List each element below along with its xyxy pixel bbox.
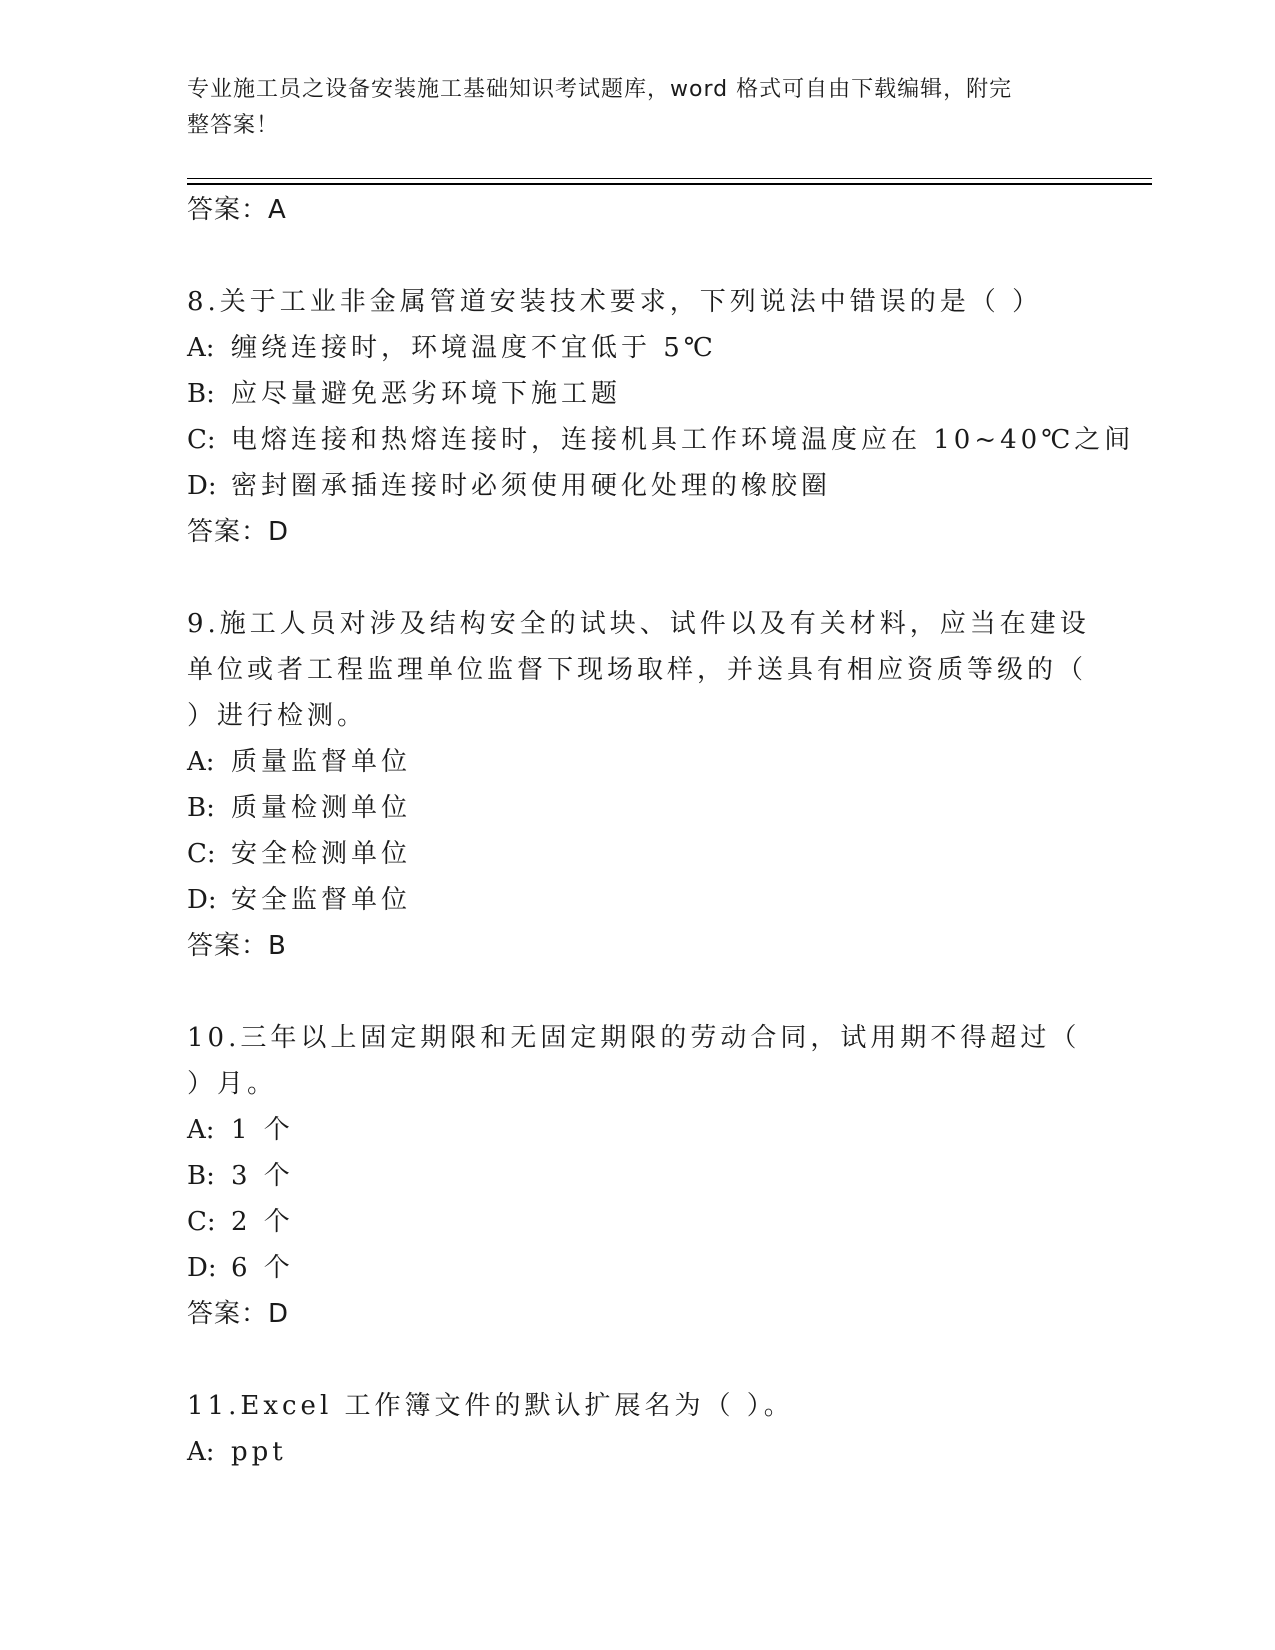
- spacer: [187, 969, 1087, 1015]
- answer-q7: 答案：A: [187, 195, 287, 225]
- option-text: 密封圈承插连接时必须使用硬化处理的橡胶圈: [231, 471, 832, 501]
- question-text: 8.关于工业非金属管道安装技术要求，下列说法中错误的是（ ）: [187, 287, 1043, 317]
- option-c: [187, 831, 1087, 877]
- option-text: 质量监督单位: [231, 747, 412, 777]
- answer: 答案：D: [187, 517, 290, 547]
- option-text: 3 个: [231, 1161, 294, 1191]
- option-letter: A:: [187, 1115, 215, 1145]
- option-letter: D:: [187, 471, 217, 501]
- option-text: 电熔连接和热熔连接时，连接机具工作环境温度应在 10~40℃之间: [231, 425, 1135, 455]
- spacer: [187, 1337, 1087, 1383]
- option-text: ppt: [231, 1437, 287, 1467]
- option-a: [187, 1107, 1087, 1153]
- option-a: [187, 1429, 1087, 1475]
- question-text: 10.三年以上固定期限和无固定期限的劳动合同，试用期不得超过（: [187, 1023, 1081, 1053]
- option-letter: C:: [187, 839, 216, 869]
- option-text: 安全检测单位: [231, 839, 412, 869]
- answer: 答案：D: [187, 1299, 290, 1329]
- option-letter: C:: [187, 1207, 216, 1237]
- option-b: [187, 1153, 1087, 1199]
- question-text: ）进行检测。: [187, 701, 368, 731]
- question-text: ）月。: [187, 1069, 278, 1099]
- option-text: 质量检测单位: [231, 793, 412, 823]
- option-letter: B:: [187, 1161, 215, 1191]
- option-text: 安全监督单位: [231, 885, 412, 915]
- spacer: [187, 555, 1087, 601]
- option-letter: A:: [187, 333, 215, 363]
- option-letter: B:: [187, 793, 215, 823]
- option-letter: C:: [187, 425, 216, 455]
- answer: 答案：B: [187, 931, 287, 961]
- option-text: 2 个: [231, 1207, 294, 1237]
- question-9: [187, 601, 1090, 969]
- header-divider-thin: [187, 178, 1152, 179]
- option-text: 1 个: [231, 1115, 294, 1145]
- option-b: [187, 785, 1087, 831]
- option-d: [187, 463, 1087, 509]
- question-11: [187, 1383, 1087, 1475]
- spacer: [187, 233, 1087, 279]
- option-letter: A:: [187, 747, 215, 777]
- option-letter: D:: [187, 1253, 217, 1283]
- option-a: [187, 325, 1087, 371]
- option-a: [187, 739, 1087, 785]
- option-letter: A:: [187, 1437, 215, 1467]
- option-d: [187, 1245, 1087, 1291]
- question-10: [187, 1015, 1087, 1337]
- option-d: [187, 877, 1087, 923]
- question-8: [187, 279, 1135, 555]
- header-line-2: 整答案！: [187, 113, 280, 138]
- option-text: 6 个: [231, 1253, 294, 1283]
- question-text: 9.施工人员对涉及结构安全的试块、试件以及有关材料，应当在建设: [187, 609, 1090, 639]
- option-letter: B:: [187, 379, 215, 409]
- header-divider-thick: [187, 183, 1152, 185]
- option-text: 缠绕连接时，环境温度不宜低于 5℃: [231, 333, 717, 363]
- question-text: 11.Excel 工作簿文件的默认扩展名为（ ）。: [187, 1391, 794, 1421]
- option-c: [187, 1199, 1087, 1245]
- question-text: 单位或者工程监理单位监督下现场取样，并送具有相应资质等级的（: [187, 655, 1088, 685]
- option-text: 应尽量避免恶劣环境下施工题: [231, 379, 622, 409]
- option-b: [187, 371, 1087, 417]
- document-header: [187, 72, 1067, 144]
- option-c: [187, 417, 1135, 463]
- question-list: [187, 187, 1135, 1475]
- header-line-1: 专业施工员之设备安装施工基础知识考试题库，word 格式可自由下载编辑，附完: [187, 77, 1013, 102]
- option-letter: D:: [187, 885, 217, 915]
